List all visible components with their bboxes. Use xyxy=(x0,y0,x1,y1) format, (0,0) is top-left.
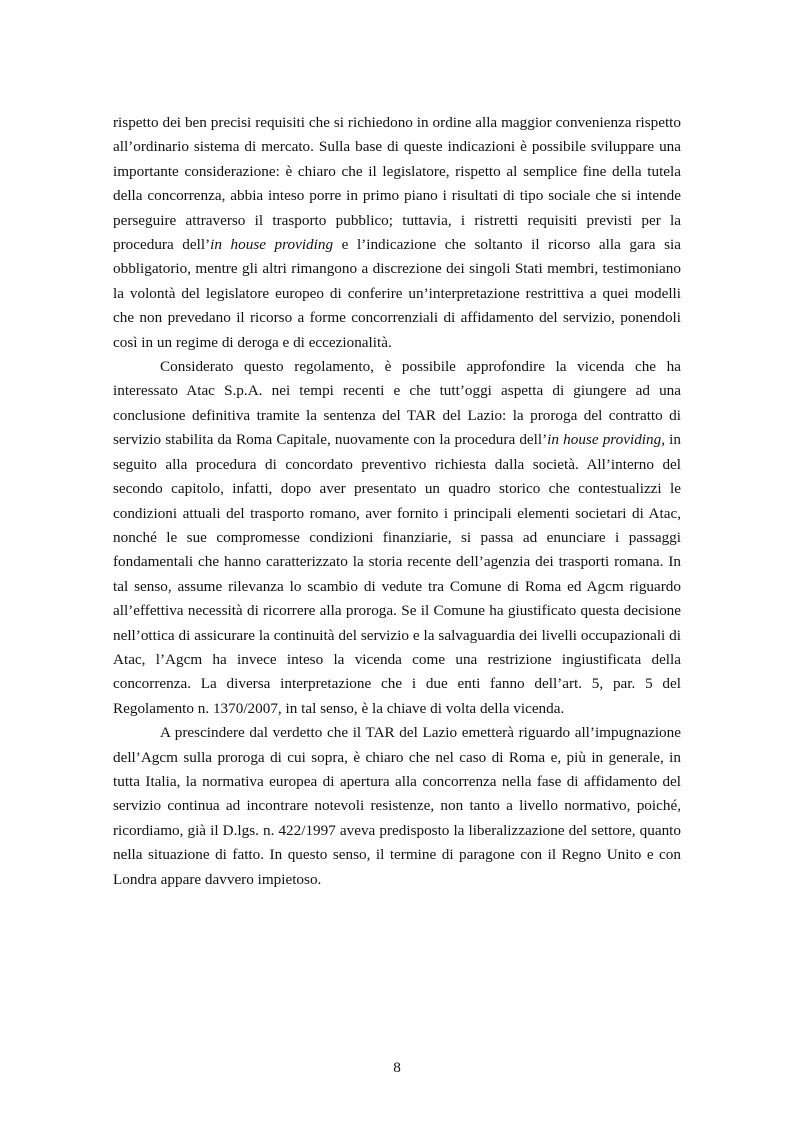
paragraph-2-italic-term: in house providing, xyxy=(547,431,666,449)
paragraph-1 xyxy=(113,111,681,355)
paragraph-2-text-b: in seguito alla procedura di concordato preventivo richiesta dalla società. All’interno del secondo capitolo, infatti, dopo aver presentato un quadro storico che contestualizzi le condizioni attuali del trasporto romano, aver fornito i principali elementi societari di Atac, nonché le sue compromesse condizioni finanziarie, si passa ad enunciare i passaggi fondamentali che hanno caratterizzato la storia recente dell’agenzia dei trasporti romana. In tal senso, assume rilevanza lo scambio di vedute tra Comune di Roma ed Agcm riguardo all’effettiva necessità di ricorrere alla proroga. Se il Comune ha giustificato questa decisione nell’ottica di assicurare la continuità del servizio e la salvaguardia dei livelli occupazionali di Atac, l’Agcm ha invece inteso la vicenda come una restrizione ingiustificata della concorrenza. La diversa interpretazione che i due enti fanno dell’art. 5, par. 5 del Regolamento n. 1370/2007, in tal senso, è la chiave di volta della vicenda. xyxy=(113,431,681,717)
paragraph-2-text-a: Considerato questo regolamento, è possibile approfondire la vicenda che ha interessato Atac S.p.A. nei tempi recenti e che tutt’oggi aspetta di giungere ad una conclusione definitiva tramite la sentenza del TAR del Lazio: la proroga del contratto di servizio stabilita da Roma Capitale, nuovamente con la procedura dell’ xyxy=(113,358,681,449)
paragraph-3 xyxy=(113,721,681,892)
paragraph-2 xyxy=(113,355,681,721)
paragraph-1-italic-term: in house providing xyxy=(210,236,334,254)
page-number: 8 xyxy=(393,1059,401,1076)
paragraph-3-text: A prescindere dal verdetto che il TAR del Lazio emetterà riguardo all’impugnazione dell’Agcm sulla proroga di cui sopra, è chiaro che nel caso di Roma e, più in generale, in tutta Italia, la normativa europea di apertura alla concorrenza nella fase di affidamento del servizio continua ad incontrare notevoli resistenze, non tanto a livello normativo, poiché, ricordiamo, già il D.lgs. n. 422/1997 aveva predisposto la liberalizzazione del settore, quanto nella situazione di fatto. In questo senso, il termine di paragone con il Regno Unito e con Londra appare davvero impietoso. xyxy=(113,724,681,888)
paragraph-1-text-a: rispetto dei ben precisi requisiti che si richiedono in ordine alla maggior convenienza rispetto all’ordinario sistema di mercato. Sulla base di queste indicazioni è possibile sviluppare una importante considerazione: è chiaro che il legislatore, rispetto al semplice fine della tutela della concorrenza, abbia inteso porre in primo piano i risultati di tipo sociale che si intende perseguire attraverso il trasporto pubblico; tuttavia, i ristretti requisiti previsti per la procedura dell’ xyxy=(113,114,681,254)
page-body xyxy=(113,111,681,892)
paragraph-1-text-b: e l’indicazione che soltanto il ricorso alla gara sia obbligatorio, mentre gli altri rimangono a discrezione dei singoli Stati membri, testimoniano la volontà del legislatore europeo di conferire un’interpretazione restrittiva a quei modelli che non prevedano il ricorso a forme concorrenziali di affidamento del servizio, ponendoli così in un regime di deroga e di eccezionalità. xyxy=(113,236,681,351)
